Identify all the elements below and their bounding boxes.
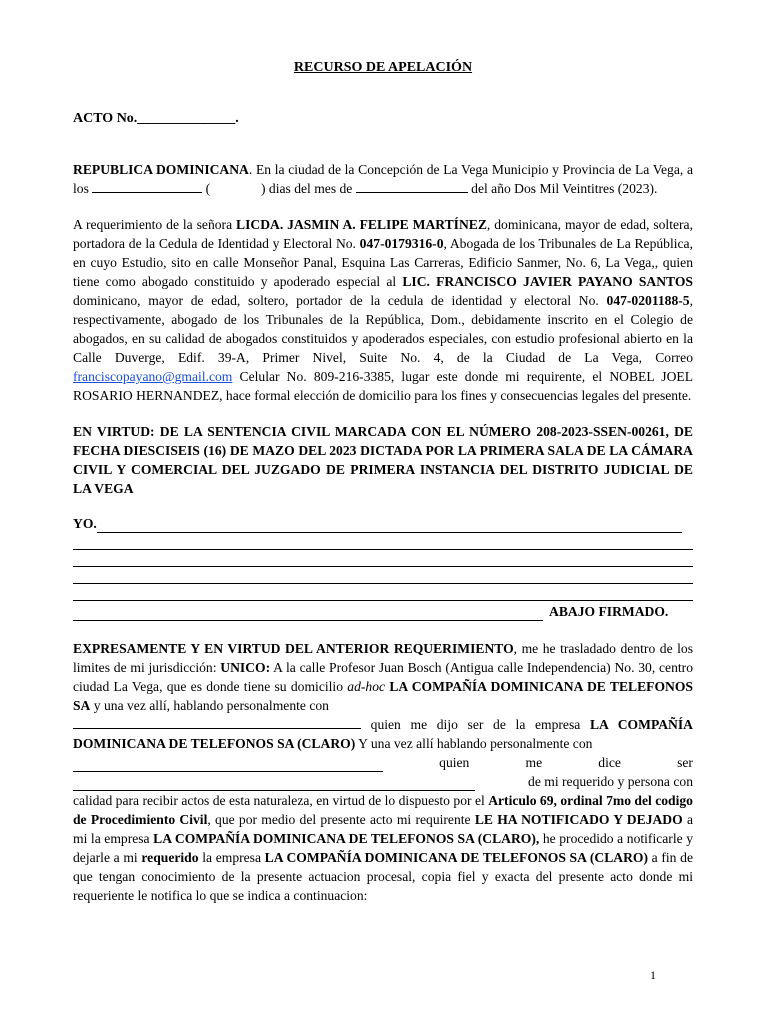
paragraph-requerimiento: A requerimiento de la señora LICDA. JASMIN A. FELIPE MARTÍNEZ, dominicana, mayor de edad, soltera, portadora de la Cedula de Identidad y Electoral No. 047-0179316-0, Abogada de los Tribunales de La República, en cuyo Estudio, sito en calle Monseñor Panal, Esquina Las Carreras, Edificio Sanmer, No. 6, La Vega,, quien tiene como abogado constituido y apoderado especial al LIC. FRANCISCO JAVIER PAYANO SANTOS dominicano, mayor de edad, soltero, portador de la cedula de identidad y electoral No. 047-0201188-5, respectivamente, abogado de los Tribunales de la República, Dom., debidamente inscrito en el Colegio de abogados, en su calidad de abogados constituidos y apoderados especiales, con estudio profesional abierto en la Calle Duverge, Edif. 39-A, Primer Nivel, Suite No. 4, de la Ciudad de La Vega, Correo franciscopayano@gmail.com Celular No. 809-216-3385, lugar este donde mi requirente, el NOBEL JOEL ROSARIO HERNANDEZ, hace formal elección de domicilio para los fines y consecuencias legales del presente. xyxy=(73,217,693,403)
blank-line xyxy=(73,550,693,567)
name-blank xyxy=(73,716,361,729)
document-body xyxy=(73,58,693,905)
yo-name-line xyxy=(97,518,682,533)
name-blank xyxy=(73,759,383,772)
relation-blank xyxy=(73,778,475,791)
acto-number: ACTO No.______________. xyxy=(73,111,239,126)
email-link[interactable]: franciscopayano@gmail.com xyxy=(73,369,233,384)
abajo-firmado-label: ABAJO FIRMADO. xyxy=(549,604,669,619)
blank-line xyxy=(73,606,543,621)
requerido-line: de mi requerido y persona con xyxy=(73,772,693,791)
document-title: RECURSO DE APELACIÓN xyxy=(293,60,473,75)
month-blank xyxy=(356,180,468,193)
blank-line xyxy=(73,533,693,550)
yo-signature-block xyxy=(73,515,693,621)
quien-me-dice-ser-line: quien me dice ser xyxy=(73,753,693,772)
paragraph-en-virtud: EN VIRTUD: DE LA SENTENCIA CIVIL MARCADA CON EL NÚMERO 208-2023-SSEN-00261, DE FECHA DIESCISEIS (16) DE MAZO DEL 2023 DICTADA POR LA PRIMERA SALA DE LA CÁMARA CIVIL Y COMERCIAL DEL JUZGADO DE PRIMERA INSTANCIA DEL DISTRITO JUDICIAL DE LA VEGA xyxy=(73,424,693,496)
paragraph-expresamente: EXPRESAMENTE Y EN VIRTUD DEL ANTERIOR REQUERIMIENTO, me he trasladado dentro de los limites de mi jurisdicción: UNICO: A la calle Profesor Juan Bosch (Antigua calle Independencia) No. 30, centro ciudad La Vega, que es donde tiene su domicilio ad-hoc LA COMPAÑÍA DOMINICANA DE TELEFONOS SA y una vez allí, hablando personalmente con quien me dijo ser de la empresa LA COMPAÑÍA DOMINICANA DE TELEFONOS SA (CLARO) Y una vez allí hablando personalmente con xyxy=(73,641,694,751)
day-blank xyxy=(92,180,202,193)
blank-line xyxy=(73,584,693,601)
blank-line xyxy=(73,567,693,584)
page-number: 1 xyxy=(650,968,656,982)
yo-label: YO. xyxy=(73,516,97,531)
paragraph-republica: REPUBLICA DOMINICANA. En la ciudad de la Concepción de La Vega Municipio y Provincia de La Vega, a los ( ) dias del mes de del año Dos Mil Veintitres (2023). xyxy=(73,162,693,196)
republica-heading: REPUBLICA DOMINICANA xyxy=(73,162,249,177)
paragraph-expresamente-cont: calidad para recibir actos de esta naturaleza, en virtud de lo dispuesto por el Articulo 69, ordinal 7mo del codigo de Procedimiento Civil, que por medio del presente acto mi requirente LE HA NOTIFICADO Y DEJADO a mi la empresa LA COMPAÑÍA DOMINICANA DE TELEFONOS SA (CLARO), he procedido a notificarle y dejarle a mi requerido la empresa LA COMPAÑÍA DOMINICANA DE TELEFONOS SA (CLARO) a fin de que tengan conocimiento de la presente actuacion procesal, copia fiel y exacta del presente acto donde mi requeriente le notifica lo que se indica a continuacion: xyxy=(73,793,693,903)
